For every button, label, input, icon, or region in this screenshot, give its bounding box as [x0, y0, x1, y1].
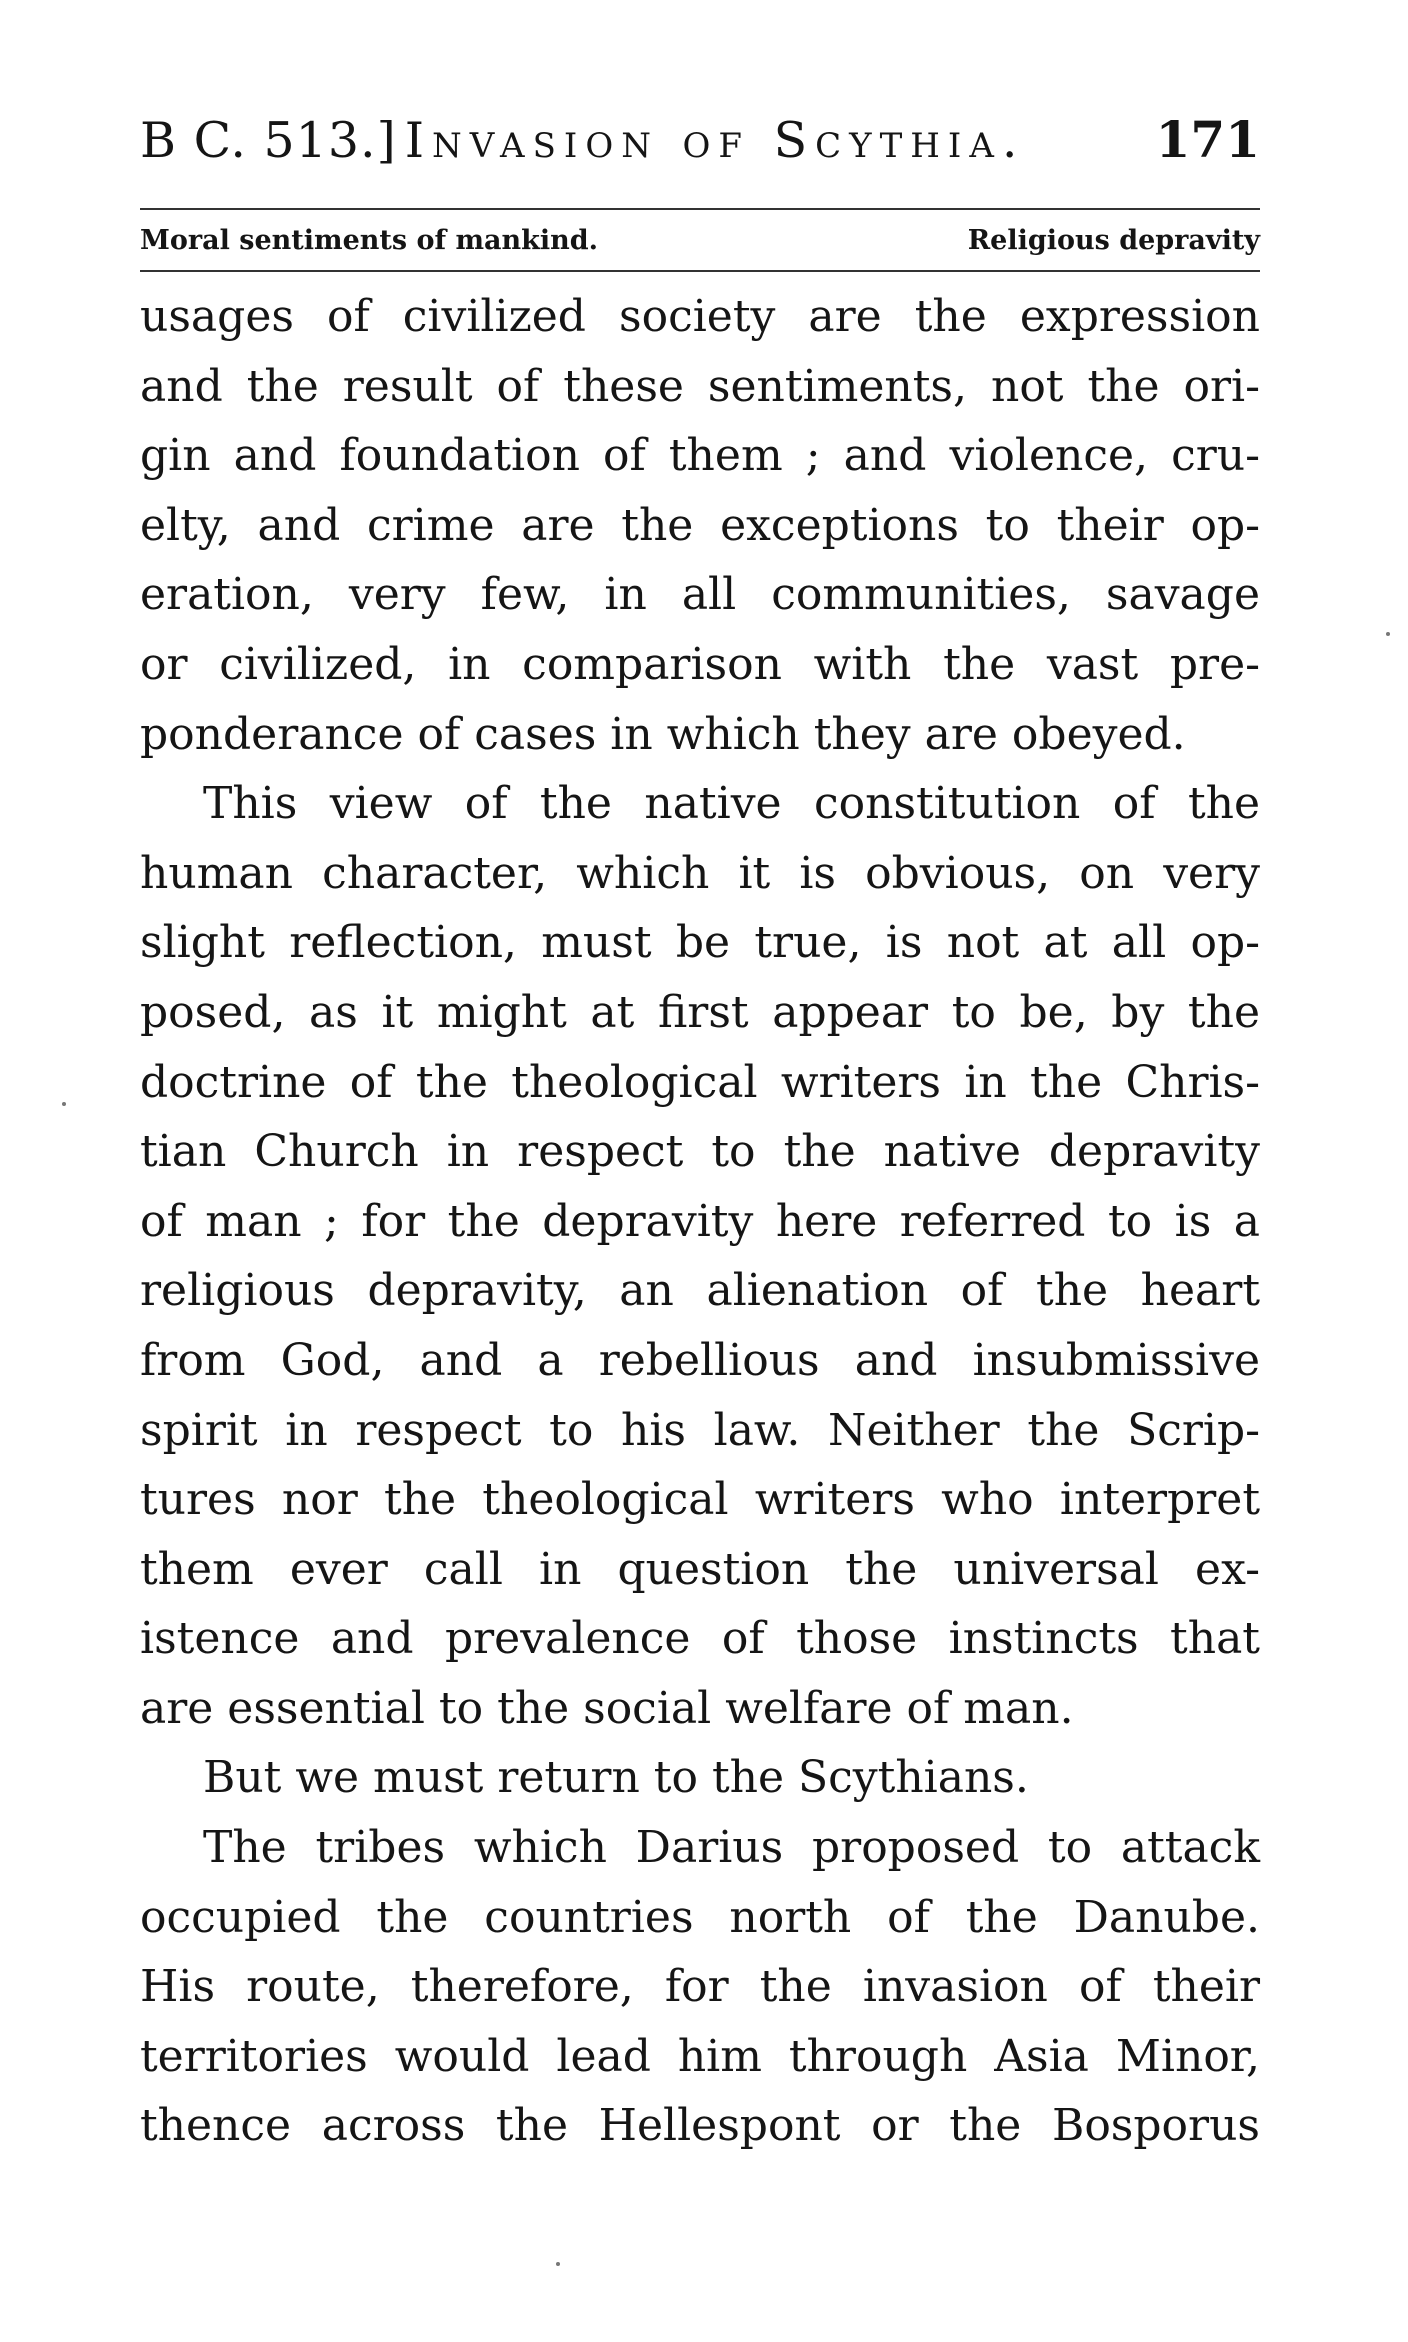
text-line: eration, very few, in all communities, savage — [140, 569, 1260, 621]
text-line: The tribes which Darius proposed to attack — [203, 1822, 1260, 1874]
text-line: tian Church in respect to the native depravity — [140, 1126, 1260, 1178]
text-line: are essential to the social welfare of man. — [140, 1682, 1074, 1734]
text-line: doctrine of the theological writers in the Chris- — [140, 1056, 1260, 1108]
text-line: spirit in respect to his law. Neither the Scrip- — [140, 1404, 1260, 1456]
text-line: gin and foundation of them ; and violence, cru- — [140, 430, 1260, 482]
text-line: tures nor the theological writers who interpret — [140, 1474, 1260, 1526]
running-header — [140, 110, 1260, 208]
book-page — [140, 110, 1260, 2161]
scan-speck — [62, 1102, 66, 1106]
text-line: thence across the Hellespont or the Bosporus — [140, 2100, 1260, 2152]
text-line: His route, therefore, for the invasion of their — [140, 1961, 1260, 2013]
text-line: territories would lead him through Asia Minor, — [140, 2030, 1260, 2082]
body-text — [140, 282, 1260, 2161]
text-line: of man ; for the depravity here referred to is a — [140, 1195, 1260, 1247]
subheader-left: Moral sentiments of mankind. — [140, 224, 599, 256]
text-line: from God, and a rebellious and insubmissive — [140, 1334, 1260, 1386]
text-line: human character, which it is obvious, on very — [140, 847, 1260, 899]
text-line: istence and prevalence of those instincts that — [140, 1613, 1260, 1665]
marginal-subheader — [140, 210, 1260, 270]
text-line: This view of the native constitution of the — [203, 778, 1260, 830]
running-header-date: B C. 513.] — [140, 112, 397, 169]
text-line: them ever call in question the universal ex- — [140, 1543, 1260, 1595]
text-line: occupied the countries north of the Danube. — [140, 1891, 1260, 1943]
text-line: or civilized, in comparison with the vast pre- — [140, 638, 1260, 690]
header-rule-bottom — [140, 270, 1260, 272]
text-line: slight reflection, must be true, is not at all op- — [140, 917, 1260, 969]
scan-speck — [556, 2262, 560, 2266]
text-line: posed, as it might at first appear to be, by the — [140, 986, 1260, 1038]
running-header-title: Invasion of Scythia. — [404, 112, 1026, 169]
text-line: religious depravity, an alienation of the heart — [140, 1265, 1260, 1317]
page-number: 171 — [1155, 110, 1260, 169]
subheader-right: Religious depravity — [967, 224, 1260, 256]
scan-speck — [1386, 632, 1390, 636]
text-line: usages of civilized society are the expression — [140, 291, 1260, 342]
text-line: ponderance of cases in which they are obeyed. — [140, 708, 1186, 760]
text-line: and the result of these sentiments, not the ori- — [140, 360, 1260, 412]
text-line: elty, and crime are the exceptions to their op- — [140, 499, 1260, 551]
text-line: But we must return to the Scythians. — [203, 1752, 1029, 1804]
